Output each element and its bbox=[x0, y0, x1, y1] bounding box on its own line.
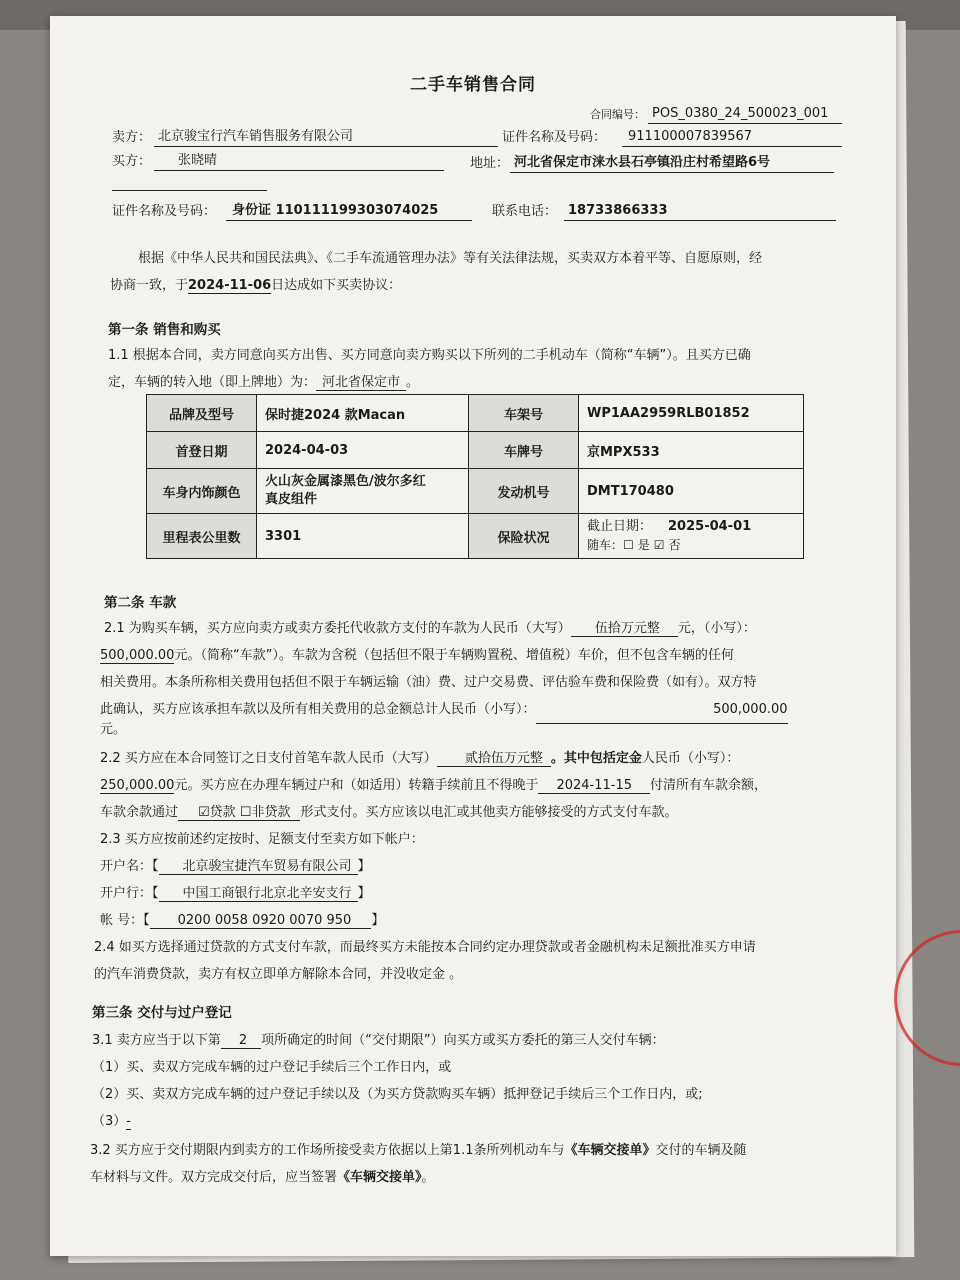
delivery-option-3-value: - bbox=[126, 1114, 131, 1129]
bracket-close: 】 bbox=[357, 859, 371, 874]
article-2-4-line-1: 2.4 如买方选择通过贷款的方式支付车款，而最终买方未能按本合同约定办理贷款或者金融机构未足额批准买方申请 bbox=[94, 940, 756, 955]
checkbox-unchecked-icon: ☐ bbox=[623, 538, 634, 552]
article-2-1-line-1 bbox=[104, 615, 756, 642]
bracket-close: 】 bbox=[371, 913, 385, 928]
deposit-lowercase-label: 人民币（小写）： bbox=[641, 751, 740, 766]
plate-value: 京MPX533 bbox=[579, 432, 804, 469]
engine-value: DMT170480 bbox=[579, 469, 804, 514]
mileage-value: 3301 bbox=[257, 514, 469, 559]
article-3-1 bbox=[92, 1027, 665, 1054]
transfer-place-prefix: 定，车辆的转入地（即上牌地）为： bbox=[108, 375, 317, 390]
with-car-label: 随车： bbox=[587, 538, 624, 552]
delivery-item-prefix: 3.1 卖方应当于以下第 bbox=[92, 1033, 221, 1048]
sign-prefix: 车材料与文件。双方完成交付后，应当签署 bbox=[90, 1170, 338, 1185]
article-2-title: 第二条 车款 bbox=[104, 595, 177, 611]
insurance-until-date: 2025-04-01 bbox=[668, 519, 752, 534]
price-lowercase-label: 元，（小写）： bbox=[677, 621, 756, 636]
account-no-row bbox=[100, 907, 384, 934]
payment-method-options: ☑贷款 ☐非贷款 bbox=[178, 805, 300, 821]
with-car-options bbox=[587, 536, 795, 555]
table-row bbox=[147, 395, 804, 432]
seller-name: 北京骏宝行汽车销售服务有限公司 bbox=[154, 128, 498, 147]
deposit-label: 。其中包括定金 bbox=[550, 751, 642, 766]
bank-label: 开户行：【 bbox=[100, 886, 159, 901]
total-prefix: 此确认，买方应该承担车款以及所有相关费用的总金额总计人民币（小写）： bbox=[100, 702, 536, 717]
delivery-item-number: 2 bbox=[221, 1033, 261, 1049]
seller-id: 911100007839567 bbox=[622, 128, 842, 147]
article-3-title: 第三条 交付与过户登记 bbox=[92, 1005, 232, 1021]
delivery-option-2: （2）买、卖双方完成车辆的过户登记手续以及（为买方贷款购买车辆）抵押登记手续后三个工作日内，或; bbox=[92, 1087, 703, 1102]
article-2-4-line-2: 的汽车消费贷款，卖方有权立即单方解除本合同，并没收定金 。 bbox=[94, 967, 463, 982]
buyer-phone: 18733866333 bbox=[564, 202, 836, 221]
article-3-2-line-2 bbox=[90, 1164, 435, 1191]
deadline-suffix: 付清所有车款余额， bbox=[650, 778, 768, 793]
handover-suffix: 交付的车辆及随 bbox=[655, 1143, 747, 1158]
bank-name: 中国工商银行北京北辛安支行 bbox=[159, 886, 358, 902]
delivery-item-suffix: 项所确定的时间（“交付期限”）向买方或买方委托的第三人交付车辆： bbox=[261, 1033, 665, 1048]
article-1-1-line-1: 1.1 根据本合同，卖方同意向买方出售、买方同意向卖方购买以下所列的二手机动车（简称“车辆”）。且买方已确 bbox=[108, 348, 751, 363]
handover-form: 《车辆交接单》 bbox=[564, 1143, 656, 1158]
handover-form: 《车辆交接单》 bbox=[337, 1170, 422, 1185]
article-2-1-line-5: 元。 bbox=[100, 722, 127, 737]
vehicle-info-table bbox=[146, 394, 804, 559]
table-row bbox=[147, 514, 804, 559]
transfer-place: 河北省保定市 bbox=[316, 375, 406, 391]
color-value bbox=[257, 469, 469, 514]
article-1-1-line-2 bbox=[108, 369, 419, 396]
payment-method-suffix: 形式支付。买方应该以电汇或其他卖方能够接受的方式支付车款。 bbox=[300, 805, 678, 820]
deadline-prefix: 元。买方应在办理车辆过户和（如适用）转籍手续前且不得晚于 bbox=[174, 778, 539, 793]
article-2-2-line-1 bbox=[100, 745, 739, 772]
option-yes: 是 bbox=[637, 538, 650, 552]
account-name: 北京骏宝捷汽车贸易有限公司 bbox=[159, 859, 358, 875]
color-label: 车身内饰颜色 bbox=[147, 469, 257, 514]
engine-label: 发动机号 bbox=[469, 469, 579, 514]
vin-value: WP1AA2959RLB01852 bbox=[579, 395, 804, 432]
insurance-value bbox=[579, 514, 804, 559]
preamble-line-1: 根据《中华人民共和国民法典》、《二手车流通管理办法》等有关法律法规，买卖双方本着平等、自愿原则，经 bbox=[138, 251, 763, 266]
vin-label: 车架号 bbox=[469, 395, 579, 432]
buyer-label: 买方： bbox=[112, 154, 152, 169]
phone-label: 联系电话： bbox=[492, 204, 558, 219]
table-row bbox=[147, 469, 804, 514]
first-reg-label: 首登日期 bbox=[147, 432, 257, 469]
insurance-until bbox=[587, 517, 795, 536]
article-2-1-line-2 bbox=[100, 642, 734, 669]
agreement-date: 2024-11-06 bbox=[188, 278, 272, 293]
preamble-prefix: 协商一致，于 bbox=[110, 278, 189, 293]
transfer-place-suffix: 。 bbox=[406, 375, 420, 390]
contract-no-label: 合同编号： bbox=[590, 108, 645, 121]
price-uppercase: 伍拾万元整 bbox=[571, 621, 678, 637]
option-no: 否 bbox=[668, 538, 681, 552]
address-label: 地址： bbox=[470, 156, 510, 171]
color-value-line-1: 火山灰金属漆黑色/波尔多红 bbox=[265, 474, 426, 489]
delivery-option-3-label: （3） bbox=[92, 1114, 127, 1129]
brand-value: 保时捷2024 款Macan bbox=[257, 395, 469, 432]
article-2-1-line-4 bbox=[100, 696, 788, 724]
color-value-line-2: 真皮组件 bbox=[265, 492, 318, 507]
account-name-label: 开户名：【 bbox=[100, 859, 159, 874]
checkbox-checked-icon: ☑ bbox=[653, 538, 665, 552]
preamble-line-2 bbox=[110, 272, 401, 299]
article-1-title: 第一条 销售和购买 bbox=[108, 322, 221, 338]
price-prefix: 2.1 为购买车辆，买方应向卖方或卖方委托代收款方支付的车款为人民币（大写） bbox=[104, 621, 571, 636]
bank-row bbox=[100, 880, 371, 907]
contract-title: 二手车销售合同 bbox=[410, 75, 536, 95]
brand-label: 品牌及型号 bbox=[147, 395, 257, 432]
payment-deadline: 2024-11-15 bbox=[538, 778, 650, 794]
contract-page bbox=[50, 16, 896, 1256]
address-continuation-line bbox=[112, 174, 267, 191]
buyer-id-label: 证件名称及号码： bbox=[112, 204, 217, 219]
payment-method-prefix: 车款余款通过 bbox=[100, 805, 179, 820]
sign-suffix: 。 bbox=[421, 1170, 435, 1185]
buyer-id: 身份证 110111199303074025 bbox=[226, 202, 472, 221]
buyer-address: 河北省保定市涞水县石亭镇沿庄村希望路6号 bbox=[510, 154, 834, 173]
contract-no: POS_0380_24_500023_001 bbox=[648, 105, 842, 124]
delivery-option-1: （1）买、卖双方完成车辆的过户登记手续后三个工作日内，或 bbox=[92, 1060, 452, 1075]
bracket-close: 】 bbox=[357, 886, 371, 901]
table-row bbox=[147, 432, 804, 469]
first-payment-uppercase: 贰拾伍万元整 bbox=[437, 751, 551, 767]
first-payment-amount: 250,000.00 bbox=[100, 778, 175, 793]
first-reg-value: 2024-04-03 bbox=[257, 432, 469, 469]
insurance-until-label: 截止日期： bbox=[587, 519, 653, 534]
article-2-2-line-2 bbox=[100, 772, 767, 799]
total-amount: 500,000.00 bbox=[536, 696, 788, 724]
delivery-option-3 bbox=[92, 1108, 131, 1135]
seller-id-label: 证件名称及号码： bbox=[502, 130, 607, 145]
article-3-2-line-1 bbox=[90, 1137, 747, 1164]
account-no-label: 帐 号：【 bbox=[100, 913, 150, 928]
first-payment-prefix: 2.2 买方应在本合同签订之日支付首笔车款人民币（大写） bbox=[100, 751, 437, 766]
insurance-label: 保险状况 bbox=[469, 514, 579, 559]
preamble-suffix: 日达成如下买卖协议： bbox=[271, 278, 402, 293]
account-number: 0200 0058 0920 0070 950 bbox=[150, 913, 372, 929]
price-amount: 500,000.00 bbox=[100, 648, 175, 663]
buyer-name: 张晓晴 bbox=[154, 152, 444, 171]
handover-prefix: 3.2 买方应于交付期限内到卖方的工作场所接受卖方依据以上第1.1条所列机动车与 bbox=[90, 1143, 565, 1158]
article-2-1-line-3: 相关费用。本条所称相关费用包括但不限于车辆运输（油）费、过户交易费、评估验车费和保险费（如有）。双方特 bbox=[100, 675, 757, 690]
price-description: 元。（简称“车款”）。车款为含税（包括但不限于车辆购置税、增值税）车价，但不包含车辆的任何 bbox=[174, 648, 734, 663]
article-2-3: 2.3 买方应按前述约定按时、足额支付至卖方如下帐户： bbox=[100, 832, 424, 847]
plate-label: 车牌号 bbox=[469, 432, 579, 469]
account-name-row bbox=[100, 853, 371, 880]
mileage-label: 里程表公里数 bbox=[147, 514, 257, 559]
seller-label: 卖方： bbox=[112, 130, 152, 145]
article-2-2-line-3 bbox=[100, 799, 677, 826]
